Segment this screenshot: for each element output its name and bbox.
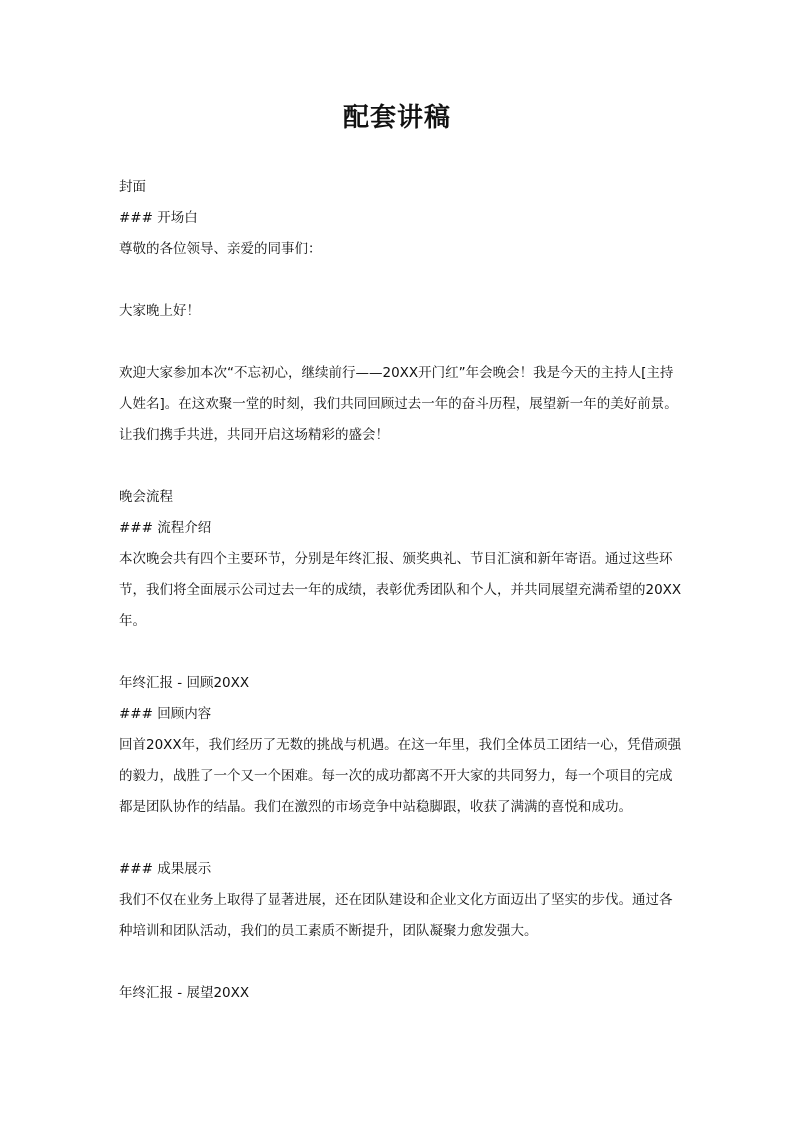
blank-line <box>119 451 684 482</box>
paragraph: 我们不仅在业务上取得了显著进展，还在团队建设和企业文化方面迈出了坚实的步伐。通过各种培训和团队活动，我们的员工素质不断提升，团队凝聚力愈发强大。 <box>119 892 673 939</box>
section-subheading: ### 成果展示 <box>119 861 212 877</box>
text-line: 大家晚上好！ <box>119 303 200 319</box>
text-line: 封面 <box>119 179 146 195</box>
blank-line <box>119 265 684 296</box>
document-body <box>119 172 684 1009</box>
text-line: 年终汇报 - 回顾20XX <box>119 675 250 691</box>
blank-line <box>119 637 684 668</box>
text-line: 年终汇报 - 展望20XX <box>119 985 250 1001</box>
document-title: 配套讲稿 <box>342 103 451 133</box>
text-line: 尊敬的各位领导、亲爱的同事们： <box>119 241 322 257</box>
blank-line <box>119 823 684 854</box>
blank-line <box>119 327 684 358</box>
paragraph: 回首20XX年，我们经历了无数的挑战与机遇。在这一年里，我们全体员工团结一心，凭借顽强的毅力，战胜了一个又一个困难。每一次的成功都离不开大家的共同努力，每一个项目的完成都是团队协作的结晶。我们在激烈的市场竞争中站稳脚跟，收获了满满的喜悦和成功。 <box>119 737 682 815</box>
blank-line <box>119 947 684 978</box>
text-line: 晚会流程 <box>119 489 173 505</box>
section-subheading: ### 回顾内容 <box>119 706 212 722</box>
paragraph: 欢迎大家参加本次“不忘初心，继续前行——20XX开门红”年会晚会！我是今天的主持人[主持人姓名]。在这欢聚一堂的时刻，我们共同回顾过去一年的奋斗历程，展望新一年的美好前景。让我们携手共进，共同开启这场精彩的盛会！ <box>119 365 678 443</box>
section-subheading: ### 开场白 <box>119 210 198 226</box>
paragraph: 本次晚会共有四个主要环节，分别是年终汇报、颁奖典礼、节目汇演和新年寄语。通过这些环节，我们将全面展示公司过去一年的成绩，表彰优秀团队和个人，并共同展望充满希望的20XX年。 <box>119 551 682 629</box>
section-subheading: ### 流程介绍 <box>119 520 212 536</box>
